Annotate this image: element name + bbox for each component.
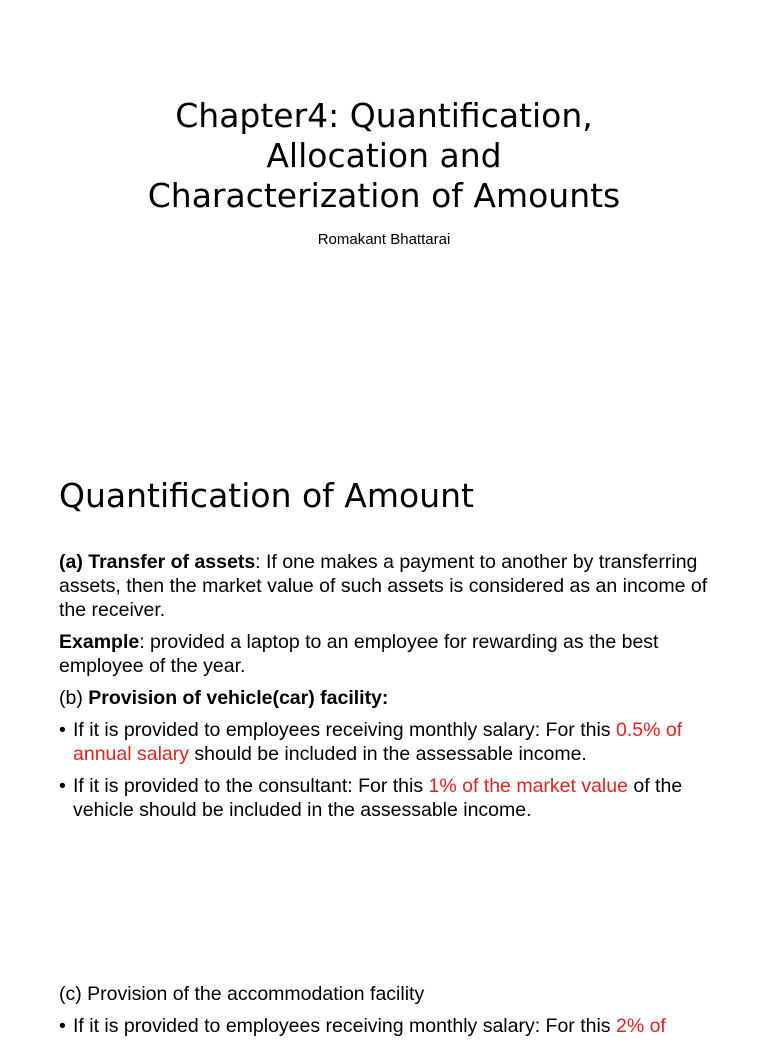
bullet-text-before: If it is provided to the consultant: For this (73, 775, 429, 797)
bullet-highlight: 1% of the market value (428, 775, 628, 797)
bold-label: (a) Transfer of assets (59, 551, 256, 573)
bullet-text-after: should be included in the assessable income. (189, 743, 587, 765)
bullet-text-after: of the vehicle should be included in the assessable income. (73, 775, 683, 821)
title-line-2: Allocation and (266, 136, 502, 175)
bullet-highlight: 0.5% of annual salary (73, 719, 683, 765)
bullet-highlight: 2% of (615, 1015, 666, 1037)
bold-label: Example (59, 631, 140, 653)
bullet-item-partial (59, 1014, 709, 1038)
bullet-text (73, 718, 709, 766)
paragraph-example (59, 630, 709, 678)
slide-quantification (0, 440, 768, 1037)
bullet-icon: • (59, 719, 66, 741)
bullet-icon: • (59, 775, 66, 797)
slide-body (59, 550, 709, 830)
bullet-item (59, 774, 709, 822)
bullet-item (59, 718, 709, 766)
title-line-1: Chapter4: Quantification, (175, 96, 593, 135)
slide-heading: Quantification of Amount (59, 476, 474, 515)
paragraph-prefix: (b) (59, 687, 89, 709)
bullet-icon: • (59, 1015, 66, 1037)
title-line-3: Characterization of Amounts (147, 176, 621, 215)
paragraph-text: : If one makes a payment to another by transferring assets, then the market value of such assets is considered as an income of the receiver. (59, 551, 708, 621)
paragraph-transfer-of-assets (59, 550, 709, 622)
bullet-text (73, 774, 709, 822)
slide-title-heading (0, 96, 768, 216)
paragraph-accommodation-facility: (c) Provision of the accommodation facility (59, 983, 425, 1005)
slide-title (0, 0, 768, 440)
bold-label: Provision of vehicle(car) facility: (88, 687, 389, 709)
author-name: Romakant Bhattarai (317, 231, 451, 248)
bullet-text (73, 1014, 709, 1038)
slide-body-continued (59, 982, 709, 1046)
bullet-text-before: If it is provided to employees receiving monthly salary: For this (73, 1015, 616, 1037)
paragraph-vehicle-facility (59, 686, 709, 710)
paragraph-text: : provided a laptop to an employee for rewarding as the best employee of the year. (59, 631, 659, 677)
bullet-text-before: If it is provided to employees receiving monthly salary: For this (73, 719, 616, 741)
